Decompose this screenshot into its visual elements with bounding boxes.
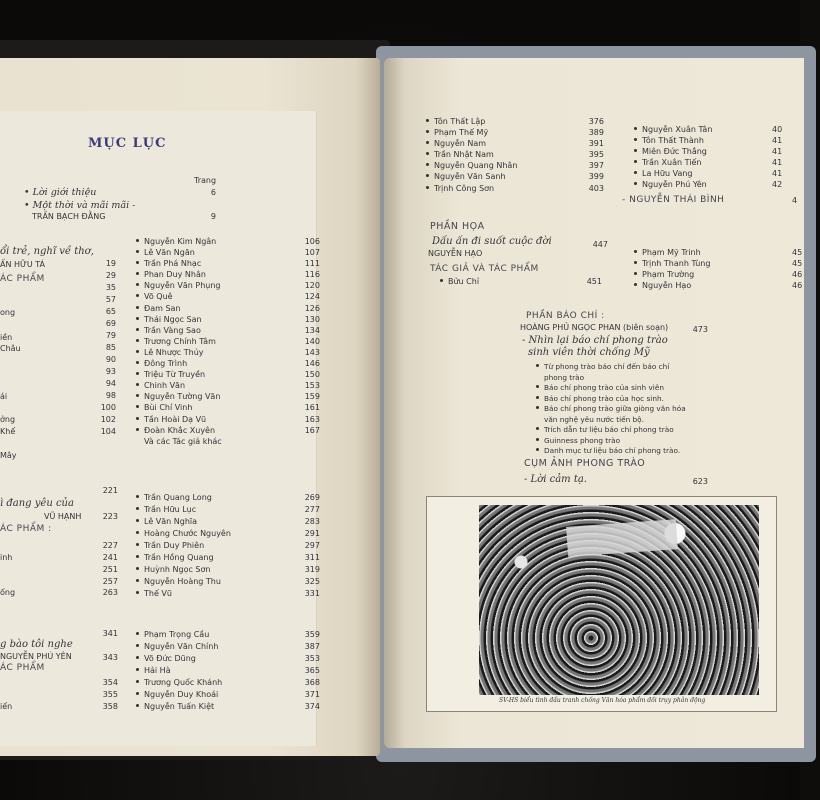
toc-partial-text: ÁC PHẨM bbox=[0, 663, 45, 673]
toc-page-number: 167 bbox=[304, 425, 320, 435]
toc-subitem: Guinness phong trào bbox=[544, 435, 621, 445]
toc-page-number: 297 bbox=[304, 541, 320, 550]
toc-author-name: Đoàn Khắc Xuyên bbox=[144, 425, 216, 435]
toc-page-number: 365 bbox=[304, 666, 320, 675]
toc-page-number: 395 bbox=[588, 150, 604, 160]
toc-author-name: Trịnh Công Sơn bbox=[434, 183, 495, 193]
toc-author-name: Võ Đức Dũng bbox=[144, 654, 196, 663]
toc-page-number: 124 bbox=[304, 292, 320, 302]
toc-author-list bbox=[136, 629, 326, 713]
toc-author-name: Phạm Trọng Cầu bbox=[144, 630, 210, 639]
toc-author-name: Trần Phá Nhạc bbox=[144, 259, 202, 269]
toc-page-number: 341 bbox=[102, 629, 118, 638]
toc-author-name: Chinh Văn bbox=[144, 381, 186, 391]
toc-page-number: 116 bbox=[304, 270, 320, 280]
toc-page-number: 69 bbox=[105, 319, 116, 328]
toc-page-number: 227 bbox=[102, 541, 118, 550]
toc-page-number: 94 bbox=[105, 379, 116, 388]
toc-author-name: Bùi Chí Vinh bbox=[144, 403, 193, 413]
toc-page-number: 159 bbox=[304, 392, 320, 402]
toc-subitem: Từ phong trào báo chí đến báo chí bbox=[544, 362, 670, 371]
section-heading: CỤM ẢNH PHONG TRÀO bbox=[524, 458, 646, 469]
toc-page-number: 291 bbox=[304, 529, 320, 538]
toc-author-list bbox=[136, 492, 326, 600]
toc-page-number: 102 bbox=[100, 415, 116, 424]
toc-page-number: 368 bbox=[304, 678, 320, 687]
toc-page-number: 153 bbox=[304, 381, 320, 391]
toc-page-number: 354 bbox=[102, 678, 118, 687]
page-title: MỤC LỤC bbox=[88, 136, 167, 151]
toc-page-number: 221 bbox=[102, 486, 118, 495]
toc-page-number: 358 bbox=[102, 702, 118, 711]
toc-page-number: 355 bbox=[102, 690, 118, 699]
toc-author-name: Hải Hà bbox=[144, 666, 171, 675]
toc-page-number: 359 bbox=[304, 630, 320, 639]
toc-author-name: Trần Quang Long bbox=[144, 493, 212, 502]
toc-author: HOÀNG PHỦ NGỌC PHAN (biên soạn) bbox=[520, 323, 669, 332]
toc-page-number: 403 bbox=[588, 183, 604, 193]
toc-partial-text: ong bbox=[0, 308, 16, 317]
toc-page-number: 79 bbox=[105, 331, 116, 340]
toc-partial-text: iến bbox=[0, 702, 13, 711]
toc-page-number: 41 bbox=[772, 136, 783, 146]
trang-label: Trang bbox=[194, 176, 217, 185]
toc-partial-text: g bào tôi nghe bbox=[0, 639, 73, 650]
toc-page-number: 29 bbox=[105, 271, 116, 280]
toc-partial-text: ởng bbox=[0, 415, 16, 424]
toc-author-name: Phạm Thế Mỹ bbox=[434, 128, 489, 138]
toc-page-number: 120 bbox=[304, 281, 320, 291]
toc-page-number: 65 bbox=[105, 307, 116, 316]
toc-page-number: 399 bbox=[588, 172, 604, 182]
toc-author-name: Đông Trình bbox=[144, 359, 188, 369]
toc-author-name: Trần Duy Phiên bbox=[144, 541, 205, 550]
photo-caption: SV-HS biểu tình đấu tranh chống Văn hóa phẩm đồi trụy phản động bbox=[499, 697, 706, 704]
toc-page-number: 90 bbox=[105, 355, 116, 364]
toc-page-number: 451 bbox=[586, 277, 602, 286]
toc-partial-text: inh bbox=[0, 553, 13, 562]
toc-work-title: - Lời cảm tạ. bbox=[524, 474, 587, 485]
toc-page-number: 4 bbox=[792, 196, 798, 205]
toc-partial-text: ẤN HỮU TÁ bbox=[0, 260, 46, 269]
toc-author-list bbox=[634, 124, 800, 191]
section-heading: PHẦN BÁO CHÍ : bbox=[526, 311, 605, 321]
toc-author-name: Lê Văn Ngăn bbox=[144, 248, 195, 258]
toc-author-list bbox=[426, 116, 616, 194]
toc-partial-text: iền bbox=[0, 333, 13, 342]
toc-page-number: 283 bbox=[304, 517, 320, 526]
toc-author-name: Tần Hoài Dạ Vũ bbox=[144, 414, 207, 424]
toc-page-number: 46 bbox=[792, 270, 803, 280]
toc-page-number: 111 bbox=[304, 259, 320, 269]
toc-author-name: Hoàng Chước Nguyên bbox=[144, 529, 231, 538]
toc-author-name: Nguyễn Xuân Tân bbox=[642, 125, 713, 134]
toc-page-number: 134 bbox=[304, 325, 320, 335]
toc-work-title: - Nhìn lại báo chí phong trào bbox=[522, 335, 668, 346]
toc-page-number: 45 bbox=[792, 259, 803, 269]
toc-page-number: 130 bbox=[304, 314, 320, 324]
toc-partial-text: ái bbox=[0, 392, 8, 401]
toc-page-number: 106 bbox=[304, 237, 320, 246]
toc-page-number: 371 bbox=[304, 690, 320, 699]
toc-page-number: 6 bbox=[210, 188, 216, 197]
toc-page-number: 41 bbox=[772, 169, 783, 179]
toc-page-number: 257 bbox=[102, 577, 118, 586]
toc-author: NGUYỄN HẠO bbox=[428, 249, 483, 258]
toc-author-name: Nguyễn Tường Văn bbox=[144, 392, 221, 402]
toc-author-name: Trần Nhật Nam bbox=[434, 150, 494, 160]
toc-author-name: Lê Nhược Thủy bbox=[144, 347, 204, 357]
toc-subitem: Báo chí phong trào của sinh viên bbox=[544, 383, 664, 392]
toc-author-name: Nguyễn Phú Yên bbox=[642, 180, 707, 190]
toc-subitem: văn nghệ yêu nước tiến bộ. bbox=[544, 414, 644, 424]
toc-author-name: Nguyễn Văn Chính bbox=[144, 642, 219, 651]
toc-page-number: 163 bbox=[304, 414, 320, 424]
toc-page-number: 325 bbox=[304, 577, 320, 586]
toc-page-number: 241 bbox=[102, 553, 118, 562]
protest-photo-image bbox=[479, 505, 759, 695]
toc-partial-text: NGUYỄN PHÚ YÊN bbox=[0, 652, 72, 661]
toc-work-title: Dấu ấn đi suốt cuộc đời bbox=[432, 236, 552, 247]
toc-page-number: 473 bbox=[692, 325, 708, 334]
toc-page-number: 353 bbox=[304, 654, 320, 663]
toc-author-list bbox=[440, 276, 600, 287]
toc-author-name: Phan Duy Nhân bbox=[144, 270, 206, 280]
toc-page-number: 104 bbox=[100, 427, 116, 436]
toc-author-name: Thế Vũ bbox=[144, 589, 172, 598]
toc-page-number: 376 bbox=[588, 117, 604, 126]
toc-partial-text: Mây bbox=[0, 451, 17, 460]
toc-work-title: sinh viên thời chống Mỹ bbox=[528, 347, 650, 358]
toc-author-name: Trần Hữu Lục bbox=[144, 505, 197, 514]
toc-page-number: 42 bbox=[772, 180, 783, 190]
toc-page-number: 397 bbox=[588, 161, 604, 171]
toc-page-number: 263 bbox=[102, 588, 118, 597]
toc-page-number: 41 bbox=[772, 147, 783, 157]
toc-author-name: Trương Quốc Khánh bbox=[144, 678, 223, 687]
toc-author-name: Thái Ngọc San bbox=[144, 314, 202, 324]
toc-author-name: Tôn Thất Thành bbox=[642, 136, 704, 146]
toc-page-number: 146 bbox=[304, 359, 320, 369]
section-heading: TÁC GIẢ VÀ TÁC PHẨM bbox=[430, 264, 539, 274]
toc-page-number: 161 bbox=[304, 403, 320, 413]
toc-page-number: 9 bbox=[210, 212, 216, 221]
toc-page-number: 374 bbox=[304, 702, 320, 711]
toc-partial-text: ì đang yêu của bbox=[0, 498, 74, 509]
toc-page-number: 391 bbox=[588, 139, 604, 149]
toc-page-number: 331 bbox=[304, 589, 320, 598]
toc-author-name: Trần Xuân Tiến bbox=[642, 158, 702, 168]
toc-page-number: 277 bbox=[304, 505, 320, 514]
toc-author-name: Bửu Chỉ bbox=[448, 277, 480, 286]
toc-page-number: 251 bbox=[102, 565, 118, 574]
toc-author-name: Nguyễn Kim Ngân bbox=[144, 237, 217, 246]
toc-page-number: 57 bbox=[105, 295, 116, 304]
toc-author-name: Miên Đức Thắng bbox=[642, 147, 707, 157]
toc-subitem: Trích dẫn tư liệu báo chí phong trào bbox=[544, 425, 674, 434]
toc-author-name: Phạm Trường bbox=[642, 270, 695, 280]
toc-author-name: Lê Văn Nghĩa bbox=[144, 517, 198, 526]
toc-partial-text: ống bbox=[0, 588, 16, 597]
toc-page-number: 140 bbox=[304, 336, 320, 346]
toc-author-name: Võ Quê bbox=[144, 292, 173, 302]
toc-page-number: 100 bbox=[100, 403, 116, 412]
toc-page-number: 46 bbox=[792, 281, 803, 291]
toc-page-number: 107 bbox=[304, 248, 320, 258]
toc-page-number: 343 bbox=[102, 653, 118, 662]
section-heading: - NGUYỄN THÁI BÌNH bbox=[622, 195, 725, 205]
toc-page-number: 311 bbox=[304, 553, 320, 562]
toc-page-number: 40 bbox=[772, 125, 783, 134]
toc-page-number: 98 bbox=[105, 391, 116, 400]
toc-author-list bbox=[634, 247, 803, 291]
toc-partial-text: ÁC PHẨM bbox=[0, 274, 45, 284]
toc-author-name: Tôn Thất Lập bbox=[434, 117, 486, 126]
toc-author-name: Trần Hồng Quang bbox=[144, 553, 214, 562]
toc-author-name: Và các Tác giả khác bbox=[144, 436, 222, 446]
toc-page-number: 319 bbox=[304, 565, 320, 574]
toc-author-name: Triệu Từ Truyền bbox=[144, 370, 206, 380]
toc-page-number: 447 bbox=[592, 240, 608, 249]
toc-author-name: Đam San bbox=[144, 303, 181, 313]
toc-author-name: Nguyễn Hoàng Thu bbox=[144, 577, 221, 586]
toc-author-name: Nguyễn Văn Sanh bbox=[434, 172, 506, 182]
toc-page-number: 143 bbox=[304, 347, 320, 357]
toc-author-name: La Hữu Vang bbox=[642, 169, 693, 179]
toc-page-column bbox=[88, 258, 118, 438]
toc-author-name: Phạm Mỹ Trinh bbox=[642, 248, 701, 257]
protest-photo bbox=[426, 496, 777, 712]
toc-author-name: Huỳnh Ngọc Sơn bbox=[144, 565, 211, 574]
bao-chi-list bbox=[536, 361, 736, 456]
toc-author-name: Nguyễn Tuấn Kiệt bbox=[144, 702, 215, 711]
toc-subitem: Danh mục tư liệu báo chí phong trào. bbox=[544, 446, 681, 455]
toc-subitem: Báo chí phong trào giữa giòng văn hóa bbox=[544, 404, 686, 413]
toc-page-number: 389 bbox=[588, 128, 604, 138]
toc-front-item: • Một thời và mãi mãi - bbox=[24, 200, 136, 211]
toc-page-number: 19 bbox=[105, 259, 116, 268]
toc-page-number: 85 bbox=[105, 343, 116, 352]
toc-author-name: Trương Chính Tâm bbox=[144, 336, 216, 346]
toc-page-number: 126 bbox=[304, 303, 320, 313]
toc-author-name: Trần Vàng Sao bbox=[144, 325, 201, 335]
toc-partial-text: Châu bbox=[0, 344, 21, 353]
toc-author-name: Nguyễn Quang Nhân bbox=[434, 161, 518, 171]
toc-author-name: Nguyễn Nam bbox=[434, 139, 487, 149]
toc-page-number: 269 bbox=[304, 493, 320, 502]
toc-partial-text: ổi trẻ, nghĩ về thơ, bbox=[0, 246, 94, 257]
toc-subitem: Báo chí phong trào của học sinh. bbox=[544, 393, 664, 403]
toc-author: TRẦN BẠCH ĐẰNG bbox=[32, 212, 106, 221]
toc-page-number: 623 bbox=[692, 477, 708, 486]
toc-partial-text: Khế bbox=[0, 427, 16, 436]
toc-page-number: 387 bbox=[304, 642, 320, 651]
toc-page-number: 45 bbox=[792, 248, 803, 257]
toc-author-list bbox=[136, 236, 326, 447]
toc-page-number: 93 bbox=[105, 367, 116, 376]
toc-partial-text: ÁC PHẨM : bbox=[0, 524, 52, 534]
section-heading: PHẦN HỌA bbox=[430, 221, 485, 232]
toc-page-number: 41 bbox=[772, 158, 783, 168]
toc-subitem: phong trào bbox=[544, 372, 585, 382]
toc-partial-text: VŨ HẠNH bbox=[44, 512, 82, 521]
toc-page-number: 150 bbox=[304, 370, 320, 380]
toc-author-name: Nguyễn Duy Khoái bbox=[144, 690, 219, 699]
toc-front-item: • Lời giới thiệu bbox=[24, 187, 97, 198]
toc-page-number: 35 bbox=[105, 283, 116, 292]
toc-author-name: Nguyễn Văn Phụng bbox=[144, 281, 221, 291]
toc-page-number: 223 bbox=[102, 512, 118, 521]
toc-author-name: Trịnh Thanh Tùng bbox=[642, 259, 711, 269]
toc-author-name: Nguyễn Hạo bbox=[642, 281, 692, 291]
banner-shape bbox=[566, 519, 678, 557]
